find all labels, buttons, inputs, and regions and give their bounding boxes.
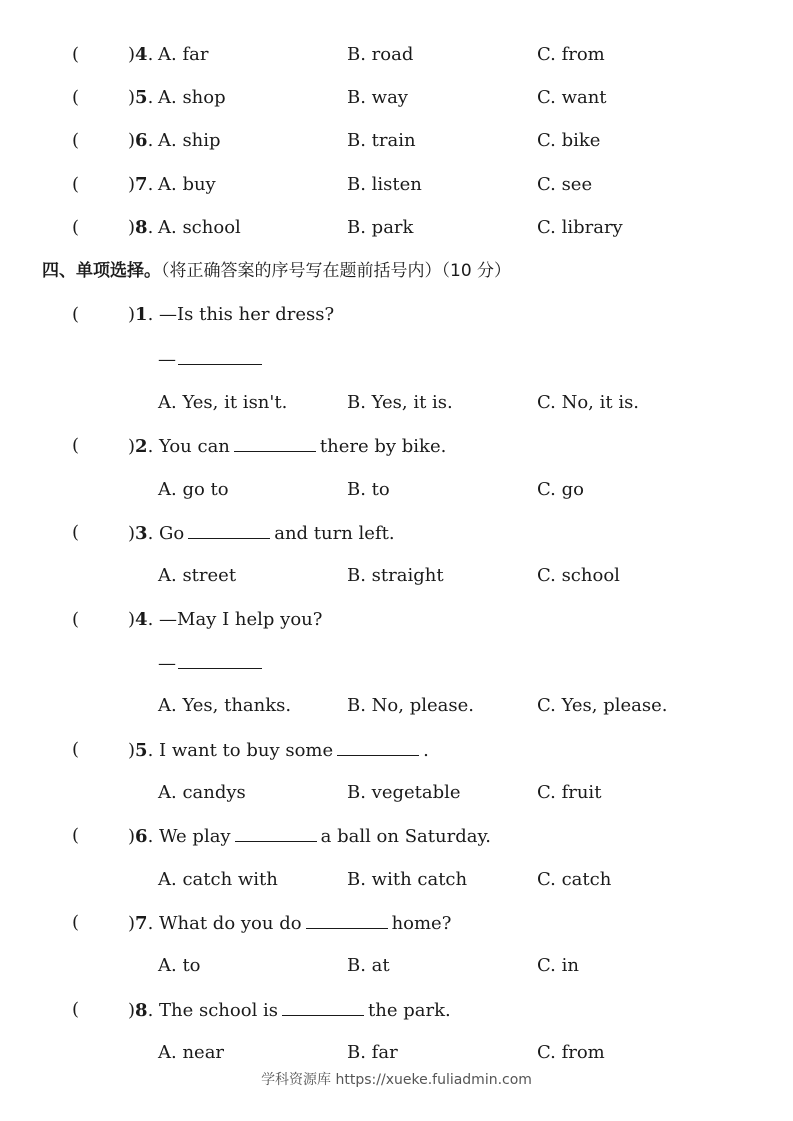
option-b: B. listen (347, 174, 422, 195)
dash: — (158, 653, 176, 674)
answer-paren-open[interactable]: ( (72, 435, 80, 456)
question-7-options (0, 953, 793, 979)
question-5-options (0, 780, 793, 806)
question-2-options (0, 477, 793, 503)
answer-paren-open[interactable]: ( (72, 739, 80, 760)
question-text-pre: The school is (159, 1000, 279, 1021)
section-4-heading (0, 258, 793, 284)
question-8: ( )8. The school is the park. (72, 999, 451, 1021)
question-text-post: and turn left. (274, 523, 395, 544)
question-5: ( )5. I want to buy some . (72, 739, 429, 761)
option-c: C. catch (537, 869, 612, 890)
answer-paren-open[interactable]: ( (72, 999, 80, 1020)
option-c: C. No, it is. (537, 392, 640, 413)
question-text-post: . (423, 740, 429, 761)
option-c: C. library (537, 217, 623, 238)
part3-item-6 (0, 128, 793, 154)
option-a: A. catch with (158, 869, 278, 890)
question-text: —May I help you? (159, 609, 323, 630)
option-c: C. go (537, 479, 584, 500)
question-text: —Is this her dress? (159, 304, 335, 325)
answer-paren-open[interactable]: ( (72, 609, 80, 630)
question-2: ( )2. You can there by bike. (72, 435, 447, 457)
question-text-pre: You can (159, 436, 230, 457)
question-3-options (0, 563, 793, 589)
question-text-pre: I want to buy some (159, 740, 334, 761)
answer-paren-open[interactable]: ( (72, 44, 80, 65)
question-text-pre: Go (159, 523, 185, 544)
answer-blank[interactable] (306, 910, 388, 929)
question-text-post: home? (391, 913, 452, 934)
answer-blank[interactable] (188, 520, 270, 539)
option-a: A. street (158, 565, 237, 586)
answer-paren-open[interactable]: ( (72, 304, 80, 325)
option-b: B. to (347, 479, 390, 500)
question-text-post: a ball on Saturday. (320, 826, 491, 847)
option-c: C. from (537, 44, 605, 65)
question-8-options (0, 1040, 793, 1066)
question-text-pre: What do you do (159, 913, 302, 934)
option-b: B. road (347, 44, 414, 65)
option-a: A. Yes, it isn't. (158, 392, 288, 413)
option-a: A. candys (158, 782, 246, 803)
option-b: B. far (347, 1042, 398, 1063)
option-a: A. school (158, 217, 241, 238)
option-a: A. Yes, thanks. (158, 695, 292, 716)
answer-blank[interactable] (234, 433, 316, 452)
question-3: ( )3. Go and turn left. (72, 522, 395, 544)
option-c: C. want (537, 87, 607, 108)
answer-paren-open[interactable]: ( (72, 130, 80, 151)
question-text-post: the park. (368, 1000, 451, 1021)
question-1-options (0, 390, 793, 416)
answer-paren-open[interactable]: ( (72, 825, 80, 846)
option-a: A. go to (158, 479, 229, 500)
question-text-pre: We play (159, 826, 231, 847)
option-c: C. see (537, 174, 593, 195)
option-c: C. school (537, 565, 620, 586)
answer-paren-open[interactable]: ( (72, 87, 80, 108)
part3-item-7 (0, 172, 793, 198)
option-c: C. from (537, 1042, 605, 1063)
answer-paren-open[interactable]: ( (72, 912, 80, 933)
option-a: A. ship (158, 130, 221, 151)
answer-paren-open[interactable]: ( (72, 217, 80, 238)
answer-blank[interactable] (178, 650, 262, 669)
answer-blank[interactable] (235, 823, 317, 842)
question-6: ( )6. We play a ball on Saturday. (72, 825, 491, 847)
option-b: B. way (347, 87, 408, 108)
option-b: B. park (347, 217, 414, 238)
option-a: A. far (158, 44, 209, 65)
answer-blank[interactable] (337, 737, 419, 756)
option-c: C. in (537, 955, 579, 976)
answer-paren-open[interactable]: ( (72, 522, 80, 543)
option-b: B. at (347, 955, 390, 976)
answer-blank[interactable] (282, 997, 364, 1016)
question-6-options (0, 867, 793, 893)
option-c: C. bike (537, 130, 601, 151)
question-7: ( )7. What do you do home? (72, 912, 452, 934)
part3-item-4 (0, 42, 793, 68)
answer-line-1 (0, 346, 793, 372)
answer-paren-close: )6. (128, 130, 154, 151)
option-a: A. shop (158, 87, 226, 108)
answer-paren-close: )5. (128, 87, 154, 108)
answer-blank[interactable] (178, 346, 262, 365)
option-b: B. No, please. (347, 695, 474, 716)
option-b: B. train (347, 130, 416, 151)
dash: — (158, 349, 176, 370)
section-instruction: （将正确答案的序号写在题前括号内）（10 分） (161, 261, 512, 281)
option-b: B. with catch (347, 869, 468, 890)
answer-paren-close: )4. (128, 44, 154, 65)
option-a: A. to (158, 955, 201, 976)
question-4-options (0, 693, 793, 719)
question-text-post: there by bike. (319, 436, 447, 457)
answer-paren-open[interactable]: ( (72, 174, 80, 195)
option-a: A. buy (158, 174, 216, 195)
option-b: B. straight (347, 565, 444, 586)
option-a: A. near (158, 1042, 225, 1063)
part3-item-5 (0, 85, 793, 111)
option-b: B. vegetable (347, 782, 461, 803)
question-4: ( )4. —May I help you? (0, 607, 793, 633)
answer-paren-close: )7. (128, 174, 154, 195)
question-1: ( )1. —Is this her dress? (0, 302, 793, 328)
watermark-footer: 学科资源库 https://xueke.fuliadmin.com (261, 1072, 532, 1088)
part3-item-8 (0, 215, 793, 241)
option-c: C. Yes, please. (537, 695, 668, 716)
section-title: 四、单项选择。 (42, 261, 161, 281)
answer-paren-close: )8. (128, 217, 154, 238)
option-c: C. fruit (537, 782, 602, 803)
answer-line-4 (0, 650, 793, 676)
option-b: B. Yes, it is. (347, 392, 453, 413)
